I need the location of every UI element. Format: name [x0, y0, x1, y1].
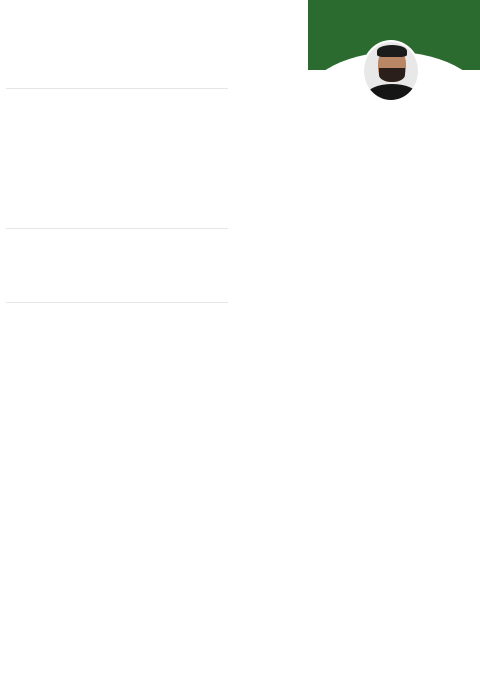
divider [6, 302, 228, 303]
divider [6, 88, 228, 89]
sidebar [308, 0, 480, 684]
divider [6, 228, 228, 229]
avatar [362, 40, 420, 102]
